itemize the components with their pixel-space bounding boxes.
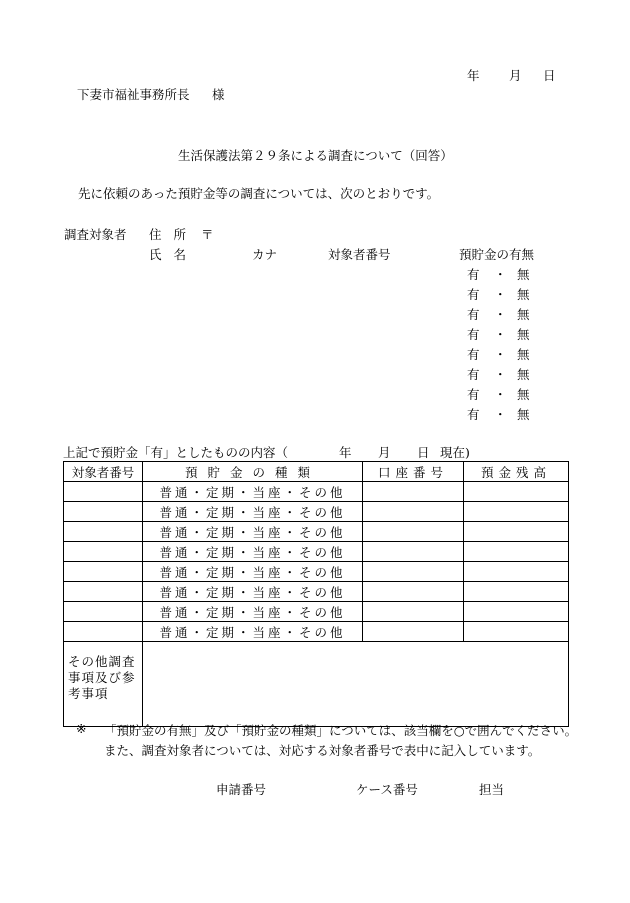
deposit-separator[interactable]: ・	[494, 347, 507, 362]
details-caption-month: 月	[378, 445, 391, 460]
cell-balance[interactable]	[464, 542, 569, 562]
deposit-separator[interactable]: ・	[494, 407, 507, 422]
name-label: 氏 名	[149, 247, 190, 262]
date-day: 日	[543, 68, 556, 83]
subject-number-label: 対象者番号	[328, 247, 391, 262]
notes-label: その他調査事項及び参考事項	[64, 642, 143, 727]
deposit-no[interactable]: 無	[517, 387, 530, 402]
cell-deposit-kind[interactable]: 普通・定期・当座・その他	[143, 482, 363, 502]
cell-subject-number[interactable]	[64, 622, 143, 642]
details-caption-day: 日	[417, 445, 430, 460]
table-row	[64, 522, 569, 542]
cell-account-number[interactable]	[363, 482, 464, 502]
cell-subject-number[interactable]	[64, 562, 143, 582]
deposit-yes[interactable]: 有	[467, 387, 480, 402]
deposit-yes[interactable]: 有	[467, 327, 480, 342]
deposit-no[interactable]: 無	[517, 407, 530, 422]
cell-deposit-kind[interactable]: 普通・定期・当座・その他	[143, 542, 363, 562]
cell-deposit-kind[interactable]: 普通・定期・当座・その他	[143, 562, 363, 582]
cell-balance[interactable]	[464, 502, 569, 522]
footnote-line-2: また、調査対象者については、対応する対象者番号で表中に記入しています。	[104, 743, 541, 758]
document-title: 生活保護法第２９条による調査について（回答）	[178, 148, 453, 163]
deposit-yes[interactable]: 有	[467, 287, 480, 302]
deposit-separator[interactable]: ・	[494, 327, 507, 342]
cell-account-number[interactable]	[363, 622, 464, 642]
cell-subject-number[interactable]	[64, 542, 143, 562]
deposit-separator[interactable]: ・	[494, 287, 507, 302]
details-caption-year: 年	[339, 445, 352, 460]
cell-deposit-kind[interactable]: 普通・定期・当座・その他	[143, 622, 363, 642]
cell-subject-number[interactable]	[64, 522, 143, 542]
deposit-no[interactable]: 無	[517, 307, 530, 322]
cell-account-number[interactable]	[363, 562, 464, 582]
table-header-row	[64, 462, 569, 482]
table-row	[64, 482, 569, 502]
details-caption-suffix: 現在)	[440, 445, 470, 460]
deposit-details-table	[63, 461, 569, 727]
cell-balance[interactable]	[464, 622, 569, 642]
honorific: 様	[212, 87, 225, 102]
deposit-separator[interactable]: ・	[494, 367, 507, 382]
intro-text: 先に依頼のあった預貯金等の調査については、次のとおりです。	[78, 186, 440, 201]
cell-balance[interactable]	[464, 602, 569, 622]
cell-account-number[interactable]	[363, 542, 464, 562]
deposit-yes[interactable]: 有	[467, 347, 480, 362]
kana-label: カナ	[252, 247, 278, 262]
cell-account-number[interactable]	[363, 502, 464, 522]
deposit-presence-label: 預貯金の有無	[459, 247, 535, 262]
details-caption-prefix: 上記で預貯金「有」としたものの内容（	[63, 445, 289, 460]
table-row	[64, 502, 569, 522]
cell-subject-number[interactable]	[64, 602, 143, 622]
footnote-line-1: 「預貯金の有無」及び「預貯金の種類」については、該当欄を○で囲んでください。	[104, 723, 578, 738]
cell-deposit-kind[interactable]: 普通・定期・当座・その他	[143, 502, 363, 522]
cell-deposit-kind[interactable]: 普通・定期・当座・その他	[143, 522, 363, 542]
subject-label: 調査対象者	[64, 227, 127, 242]
header-deposit-kind: 預貯金の種類	[143, 462, 363, 482]
person-in-charge-label: 担当	[479, 782, 505, 797]
deposit-no[interactable]: 無	[517, 267, 530, 282]
deposit-yes[interactable]: 有	[467, 307, 480, 322]
cell-account-number[interactable]	[363, 522, 464, 542]
cell-balance[interactable]	[464, 482, 569, 502]
deposit-separator[interactable]: ・	[494, 267, 507, 282]
cell-balance[interactable]	[464, 522, 569, 542]
table-row	[64, 582, 569, 602]
deposit-yes[interactable]: 有	[467, 407, 480, 422]
cell-account-number[interactable]	[363, 582, 464, 602]
notes-field[interactable]	[143, 642, 569, 727]
application-number-label: 申請番号	[216, 782, 267, 797]
table-row	[64, 562, 569, 582]
header-subject-number: 対象者番号	[64, 462, 143, 482]
header-balance: 預金残高	[464, 462, 569, 482]
deposit-yes[interactable]: 有	[467, 367, 480, 382]
table-row	[64, 622, 569, 642]
cell-deposit-kind[interactable]: 普通・定期・当座・その他	[143, 602, 363, 622]
cell-subject-number[interactable]	[64, 582, 143, 602]
addressee: 下妻市福祉事務所長	[77, 87, 190, 102]
date-month: 月	[509, 68, 522, 83]
cell-balance[interactable]	[464, 582, 569, 602]
deposit-no[interactable]: 無	[517, 287, 530, 302]
table-row	[64, 542, 569, 562]
case-number-label: ケース番号	[356, 782, 418, 797]
table-row	[64, 602, 569, 622]
deposit-no[interactable]: 無	[517, 347, 530, 362]
deposit-no[interactable]: 無	[517, 367, 530, 382]
notes-row	[64, 642, 569, 727]
footnote-mark: ※	[76, 721, 87, 736]
cell-account-number[interactable]	[363, 602, 464, 622]
cell-deposit-kind[interactable]: 普通・定期・当座・その他	[143, 582, 363, 602]
deposit-separator[interactable]: ・	[494, 307, 507, 322]
cell-subject-number[interactable]	[64, 502, 143, 522]
address-label: 住 所	[149, 227, 190, 242]
header-account-number: 口座番号	[363, 462, 464, 482]
deposit-separator[interactable]: ・	[494, 387, 507, 402]
cell-subject-number[interactable]	[64, 482, 143, 502]
deposit-no[interactable]: 無	[517, 327, 530, 342]
date-year: 年	[467, 68, 480, 83]
deposit-yes[interactable]: 有	[467, 267, 480, 282]
postal-mark: 〒	[201, 227, 214, 242]
cell-balance[interactable]	[464, 562, 569, 582]
